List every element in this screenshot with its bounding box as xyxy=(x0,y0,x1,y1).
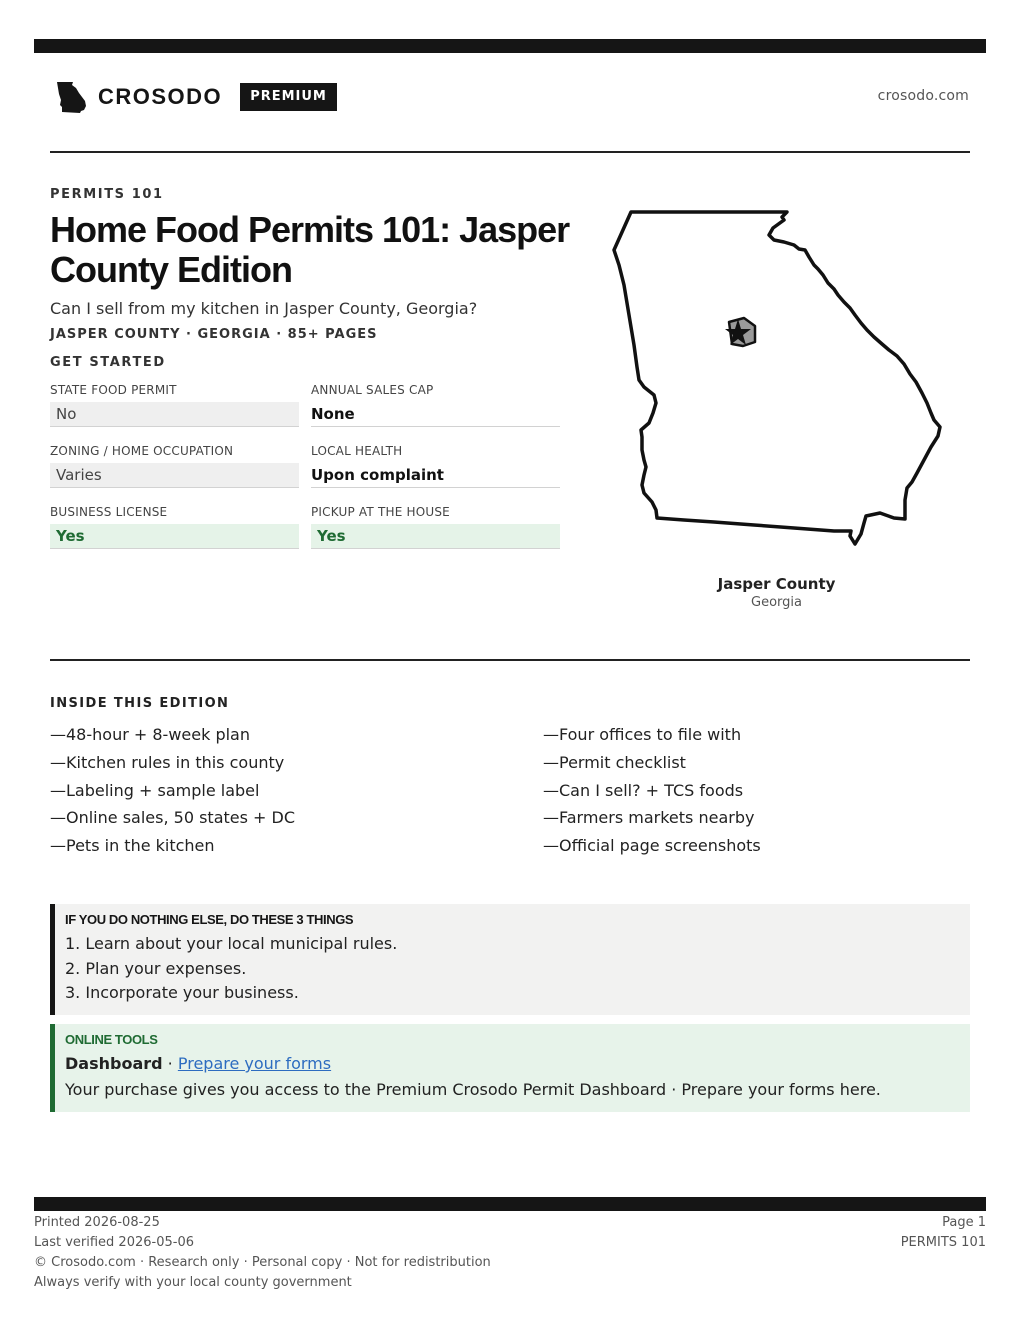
bottom-bar xyxy=(34,1197,986,1211)
fact-pickup-at-house xyxy=(311,502,560,563)
section-kicker: PERMITS 101 xyxy=(50,187,164,202)
three-things-callout xyxy=(50,904,970,1015)
get-started-heading: GET STARTED xyxy=(50,355,166,370)
prepare-forms-link[interactable]: Prepare your forms xyxy=(177,1054,332,1073)
contents-list-left xyxy=(50,721,295,860)
site-url[interactable]: crosodo.com xyxy=(877,88,969,104)
fact-annual-sales-cap xyxy=(311,380,560,441)
page-title: Home Food Permits 101: Jasper County Edition xyxy=(50,209,570,290)
online-tools-callout xyxy=(50,1024,970,1112)
fact-label: ANNUAL SALES CAP xyxy=(311,383,434,397)
fact-label: STATE FOOD PERMIT xyxy=(50,383,177,397)
georgia-map-with-county-star-icon xyxy=(604,205,949,555)
top-bar xyxy=(34,39,986,53)
list-item: —Four offices to file with xyxy=(543,725,742,744)
fact-zoning xyxy=(50,441,299,502)
footer-left xyxy=(34,1213,491,1293)
separator: · xyxy=(162,1054,178,1073)
list-item: —Farmers markets nearby xyxy=(543,808,755,828)
fact-grid xyxy=(50,380,560,563)
footer-section: PERMITS 101 xyxy=(900,1235,986,1250)
fact-label: PICKUP AT THE HOUSE xyxy=(311,505,450,519)
list-item: —Kitchen rules in this county xyxy=(50,752,285,772)
list-item: —Pets in the kitchen xyxy=(50,836,215,856)
callout-title: ONLINE TOOLS xyxy=(65,1032,158,1047)
copyright-line: © Crosodo.com · Research only · Personal copy · Not for redistribution xyxy=(34,1255,491,1270)
fact-value: No xyxy=(50,402,299,427)
fact-value: Yes xyxy=(311,524,560,549)
list-item: —Permit checklist xyxy=(543,752,686,772)
verify-note: Always verify with your local county government xyxy=(34,1275,352,1290)
fact-label: LOCAL HEALTH xyxy=(311,444,403,458)
brand-name: CROSODO xyxy=(98,84,223,109)
fact-local-health xyxy=(311,441,560,502)
dashboard-label: Dashboard xyxy=(65,1054,163,1073)
page-subtitle: Can I sell from my kitchen in Jasper County, Georgia? xyxy=(50,299,478,318)
list-item: 3. Incorporate your business. xyxy=(65,983,299,1002)
fact-value: Upon complaint xyxy=(311,463,560,488)
list-item: —Can I sell? + TCS foods xyxy=(543,780,744,800)
map-county-name: Jasper County xyxy=(717,575,836,593)
contents-list-right xyxy=(543,721,761,860)
page-number: Page 1 xyxy=(942,1215,986,1230)
fact-state-food-permit xyxy=(50,380,299,441)
section-divider xyxy=(50,659,970,661)
tool-line xyxy=(65,1054,960,1073)
tools-description: Your purchase gives you access to the Premium Crosodo Permit Dashboard · Prepare your forms here. xyxy=(65,1080,881,1099)
fact-value: Yes xyxy=(50,524,299,549)
fact-label: BUSINESS LICENSE xyxy=(50,505,168,519)
list-item: —Official page screenshots xyxy=(543,836,761,856)
callout-title: IF YOU DO NOTHING ELSE, DO THESE 3 THINGS xyxy=(65,912,354,927)
fact-business-license xyxy=(50,502,299,563)
list-item: —Labeling + sample label xyxy=(50,780,260,800)
brand[interactable] xyxy=(54,80,337,114)
premium-badge: PREMIUM xyxy=(240,83,337,111)
georgia-state-silhouette-icon xyxy=(54,80,88,114)
fact-value: None xyxy=(311,402,560,427)
fact-value: Varies xyxy=(50,463,299,488)
edition-meta: JASPER COUNTY · GEORGIA · 85+ PAGES xyxy=(50,327,378,342)
list-item: 1. Learn about your local municipal rules. xyxy=(65,934,398,953)
three-things-list xyxy=(65,932,960,1006)
header-divider xyxy=(50,151,970,153)
list-item: 2. Plan your expenses. xyxy=(65,958,247,978)
verified-date: Last verified 2026-05-06 xyxy=(34,1235,194,1250)
printed-date: Printed 2026-08-25 xyxy=(34,1215,160,1230)
fact-label: ZONING / HOME OCCUPATION xyxy=(50,444,234,458)
map-state-name: Georgia xyxy=(751,595,802,610)
inside-edition-heading: INSIDE THIS EDITION xyxy=(50,696,230,711)
map-caption xyxy=(604,575,949,610)
list-item: —48-hour + 8-week plan xyxy=(50,725,250,744)
list-item: —Online sales, 50 states + DC xyxy=(50,808,296,828)
footer-right xyxy=(901,1213,986,1253)
